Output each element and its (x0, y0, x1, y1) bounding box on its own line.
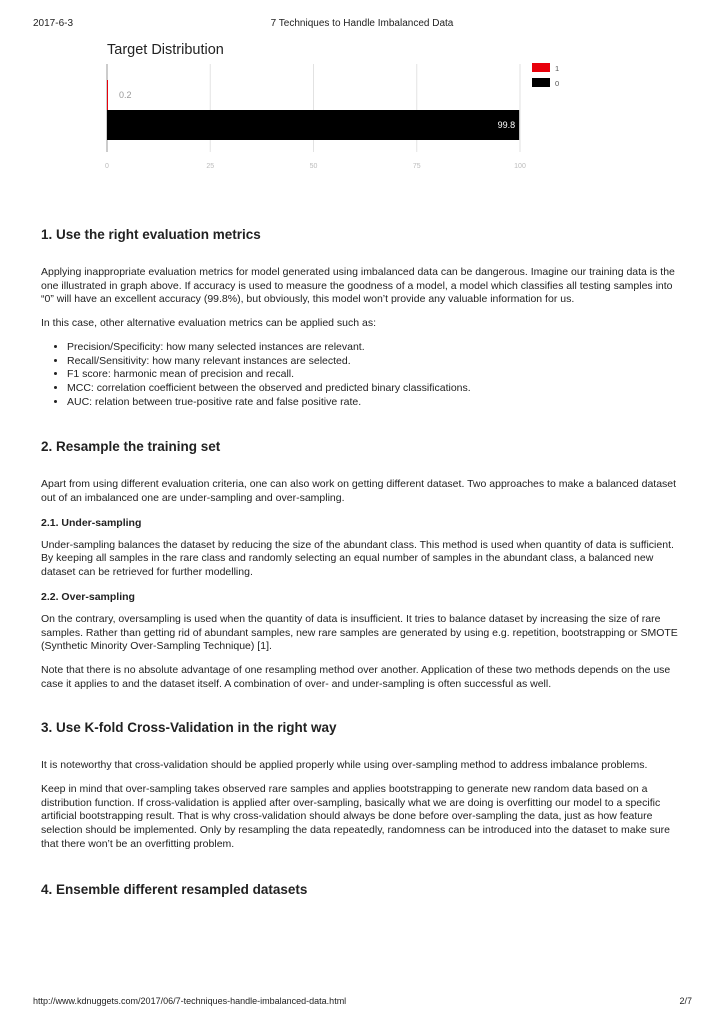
legend-swatch (532, 63, 550, 72)
section-1-paragraph-1: Applying inappropriate evaluation metrics for model generated using imbalanced data can be dangerous. Imagine our training data is the one illustrated in graph above. If accuracy is used to measure the goodness of a model, a model which classifies all testing samples into “0” will have an excellent accuracy (99.8%), but obviously, this model won’t provide any valuable information for us. (41, 266, 675, 306)
bar-data-label: 99.8 (497, 120, 516, 130)
section-1-paragraph-2: In this case, other alternative evaluation metrics can be applied such as: (41, 317, 377, 330)
print-header-title: 7 Techniques to Handle Imbalanced Data (270, 18, 454, 29)
metrics-list (41, 341, 686, 410)
list-item: • AUC: relation between true-positive rate and false positive rate. (67, 396, 686, 410)
print-header-date: 2017-6-3 (33, 18, 74, 29)
target-distribution-chart (0, 30, 724, 180)
print-footer-page-number: 2/7 (679, 996, 692, 1006)
x-tick-label: 0 (105, 163, 109, 170)
section-2-paragraph-1: Apart from using different evaluation criteria, one can also work on getting different dataset. Two approaches to make a balanced dataset out of an imbalanced one are under-sampling and over-sampling. (41, 478, 677, 505)
legend-label: 0 (555, 79, 560, 88)
x-tick-label: 100 (514, 163, 526, 170)
list-item: • F1 score: harmonic mean of precision and recall. (67, 368, 686, 382)
section-2-2-paragraph: On the contrary, oversampling is used when the quantity of data is insufficient. It tries to balance dataset by increasing the size of rare samples. Rather than getting rid of abundant samples, new rare samples are generated by using e.g. repetition, bootstrapping or SMOTE (Synthetic Minority Over-Sampling Technique) [1]. (41, 612, 678, 653)
chart-title: Target Distribution (107, 42, 224, 58)
section-2-1-paragraph: Under-sampling balances the dataset by reducing the size of the abundant class. This method is used when quantity of data is sufficient. By keeping all samples in the rare class and randomly selecting an equal number of samples in the abundant class, a balanced new dataset can be retrieved for further modelling. (41, 538, 674, 579)
section-4-heading: 4. Ensemble different resampled datasets (41, 881, 308, 897)
bar-1 (107, 80, 108, 110)
x-tick-label: 50 (309, 163, 318, 170)
list-item: • MCC: correlation coefficient between the observed and predicted binary classifications. (67, 382, 686, 396)
section-2-1-heading: 2.1. Under-sampling (41, 516, 142, 529)
section-2-heading: 2. Resample the training set (41, 439, 221, 455)
x-tick-label: 75 (412, 163, 421, 170)
x-tick-label: 25 (206, 163, 215, 170)
section-2-2-heading: 2.2. Over-sampling (41, 590, 135, 603)
section-1-heading: 1. Use the right evaluation metrics (41, 227, 261, 242)
legend-swatch (532, 78, 550, 87)
print-footer-url: http://www.kdnuggets.com/2017/06/7-techniques-handle-imbalanced-data.html (33, 996, 347, 1006)
section-2-note-paragraph: Note that there is no absolute advantage of one resampling method over another. Application of these two methods depends on the use case it applies to and the dataset itself. A combination of over- and under-sampling is often successful as well. (41, 663, 671, 690)
section-3-paragraph-2: Keep in mind that over-sampling takes observed rare samples and applies bootstrapping to generate new random data based on a distribution function. If cross-validation is applied after over-sampling, basically what we are doing is overfitting our model to a specific artificial bootstrapping result. That is why cross-validation should always be done before over-sampling the data, just as how feature selection should be implemented. Only by resampling the data repeatedly, randomness can be introduced into the dataset to make sure that there won’t be an overfitting problem. (41, 783, 671, 850)
section-3-paragraph-1: It is noteworthy that cross-validation should be applied properly while using over-sampling method to address imbalance problems. (41, 759, 648, 772)
legend-label: 1 (555, 64, 560, 73)
bar-data-label: 0.2 (119, 90, 132, 100)
list-item: • Recall/Sensitivity: how many relevant instances are selected. (67, 355, 686, 369)
section-3-heading: 3. Use K-fold Cross-Validation in the right way (41, 720, 337, 736)
bar-0 (107, 110, 519, 140)
list-item: • Precision/Specificity: how many selected instances are relevant. (67, 341, 686, 355)
article-content (41, 226, 686, 899)
